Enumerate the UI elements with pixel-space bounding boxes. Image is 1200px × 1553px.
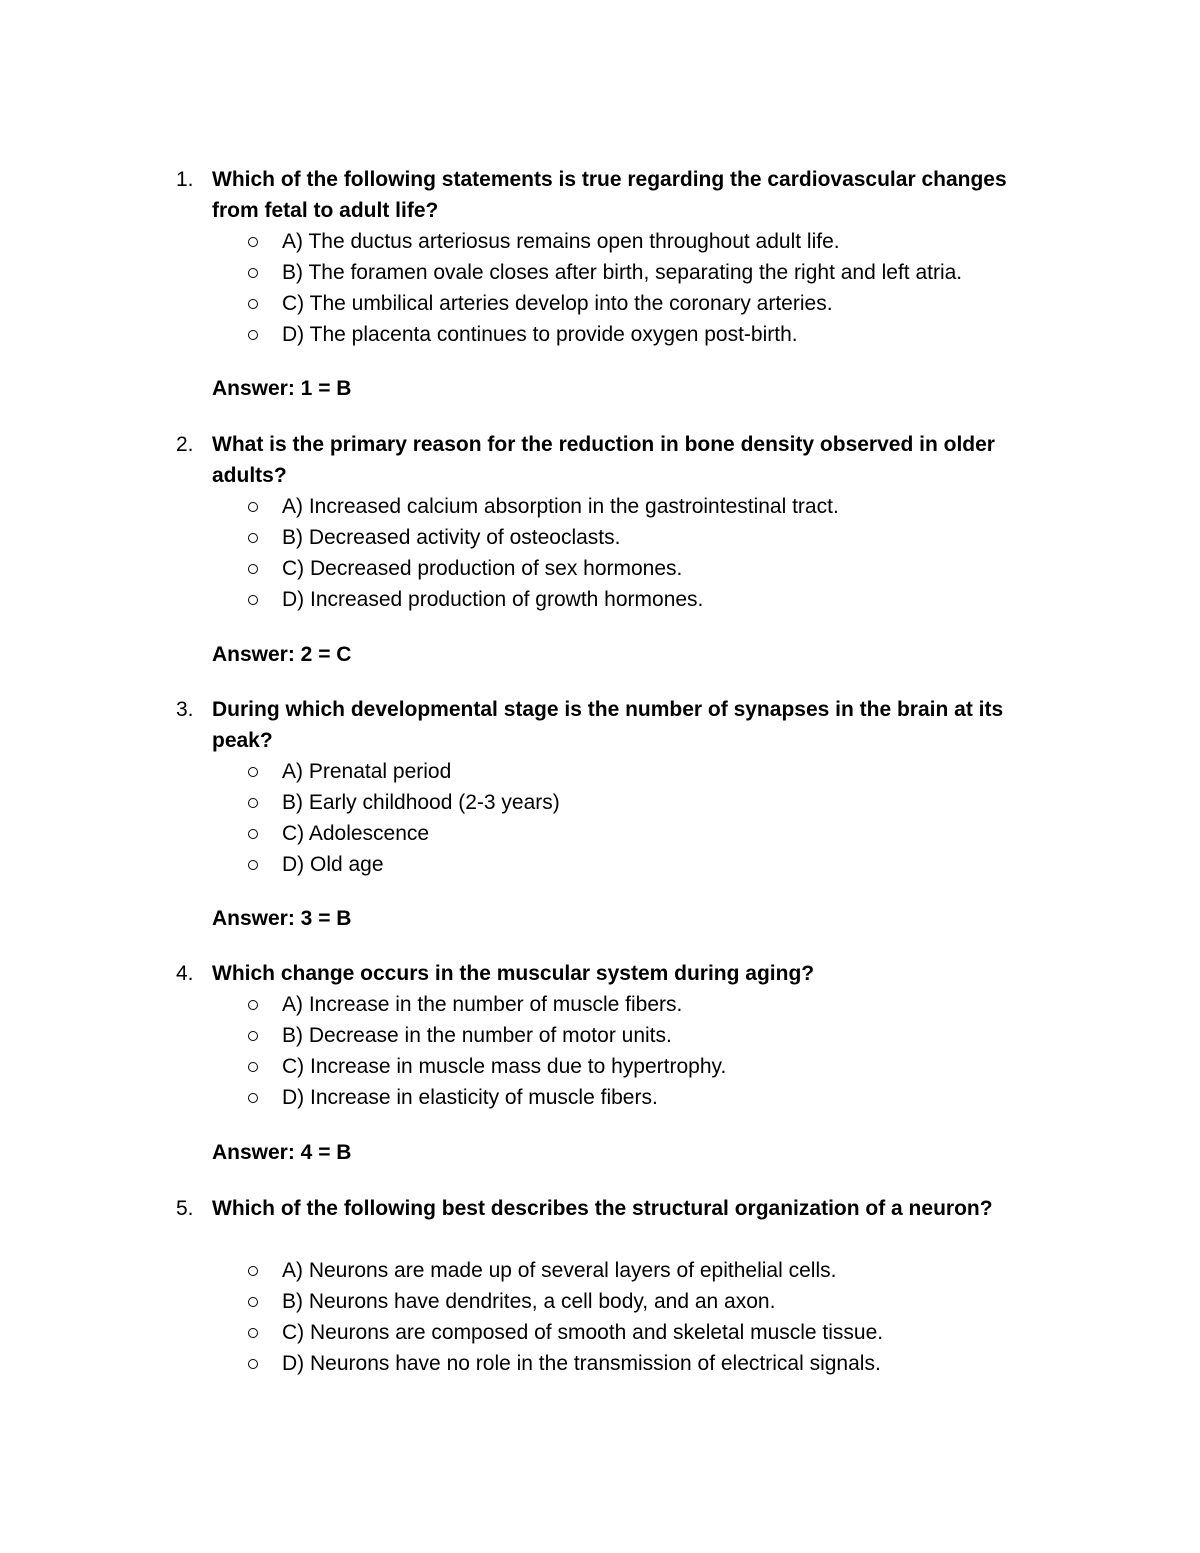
option-text: A) Increase in the number of muscle fibers. bbox=[282, 993, 683, 1016]
hollow-circle-bullet-icon bbox=[248, 798, 258, 808]
option-item bbox=[248, 288, 1148, 319]
hollow-circle-bullet-icon bbox=[248, 1031, 258, 1041]
option-item bbox=[248, 787, 1148, 818]
option-text: A) Increased calcium absorption in the gastrointestinal tract. bbox=[282, 495, 839, 518]
option-item bbox=[248, 491, 1148, 522]
option-text: D) Old age bbox=[282, 853, 384, 876]
question-text: What is the primary reason for the reduction in bone density observed in older adults? bbox=[212, 433, 995, 487]
hollow-circle-bullet-icon bbox=[248, 829, 258, 839]
hollow-circle-bullet-icon bbox=[248, 268, 258, 278]
question-text: Which of the following statements is true regarding the cardiovascular changes from fetal to adult life? bbox=[212, 168, 1007, 222]
hollow-circle-bullet-icon bbox=[248, 1359, 258, 1369]
option-item bbox=[248, 522, 1148, 553]
hollow-circle-bullet-icon bbox=[248, 1328, 258, 1338]
option-item bbox=[248, 818, 1148, 849]
option-item bbox=[248, 257, 1148, 288]
option-text: A) Neurons are made up of several layers of epithelial cells. bbox=[282, 1259, 837, 1282]
question-number: 4. bbox=[176, 962, 194, 985]
option-item bbox=[248, 1286, 1148, 1317]
hollow-circle-bullet-icon bbox=[248, 564, 258, 574]
option-item bbox=[248, 1051, 1148, 1082]
option-text: B) Decreased activity of osteoclasts. bbox=[282, 526, 621, 549]
hollow-circle-bullet-icon bbox=[248, 595, 258, 605]
question-number: 1. bbox=[176, 168, 194, 191]
hollow-circle-bullet-icon bbox=[248, 502, 258, 512]
option-item bbox=[248, 849, 1148, 880]
option-text: D) Increased production of growth hormones. bbox=[282, 588, 704, 611]
option-item bbox=[248, 1317, 1148, 1348]
option-text: C) Increase in muscle mass due to hypertrophy. bbox=[282, 1055, 727, 1078]
hollow-circle-bullet-icon bbox=[248, 1297, 258, 1307]
answer-line: Answer: 1 = B bbox=[212, 377, 352, 400]
hollow-circle-bullet-icon bbox=[248, 533, 258, 543]
option-text: B) Decrease in the number of motor units. bbox=[282, 1024, 672, 1047]
hollow-circle-bullet-icon bbox=[248, 767, 258, 777]
option-text: D) Increase in elasticity of muscle fibers. bbox=[282, 1086, 658, 1109]
option-text: C) Decreased production of sex hormones. bbox=[282, 557, 683, 580]
option-item bbox=[248, 553, 1148, 584]
option-text: C) Neurons are composed of smooth and skeletal muscle tissue. bbox=[282, 1321, 884, 1344]
option-item bbox=[248, 584, 1148, 615]
answer-line: Answer: 2 = C bbox=[212, 643, 352, 666]
answer-line: Answer: 4 = B bbox=[212, 1141, 352, 1164]
hollow-circle-bullet-icon bbox=[248, 299, 258, 309]
hollow-circle-bullet-icon bbox=[248, 1093, 258, 1103]
hollow-circle-bullet-icon bbox=[248, 330, 258, 340]
option-text: B) Neurons have dendrites, a cell body, and an axon. bbox=[282, 1290, 776, 1313]
option-item bbox=[248, 1020, 1148, 1051]
hollow-circle-bullet-icon bbox=[248, 1000, 258, 1010]
question-number: 3. bbox=[176, 698, 194, 721]
hollow-circle-bullet-icon bbox=[248, 1266, 258, 1276]
option-item bbox=[248, 1255, 1148, 1286]
question-number: 5. bbox=[176, 1197, 194, 1220]
option-item bbox=[248, 756, 1148, 787]
option-text: B) Early childhood (2-3 years) bbox=[282, 791, 560, 814]
hollow-circle-bullet-icon bbox=[248, 237, 258, 247]
option-text: B) The foramen ovale closes after birth, separating the right and left atria. bbox=[282, 261, 963, 284]
option-item bbox=[248, 226, 1148, 257]
option-item bbox=[248, 989, 1148, 1020]
question-number: 2. bbox=[176, 433, 194, 456]
option-text: A) Prenatal period bbox=[282, 760, 452, 783]
option-item bbox=[248, 1082, 1148, 1113]
option-text: D) Neurons have no role in the transmission of electrical signals. bbox=[282, 1352, 881, 1375]
hollow-circle-bullet-icon bbox=[248, 860, 258, 870]
question-text: Which change occurs in the muscular system during aging? bbox=[212, 962, 815, 985]
option-text: C) The umbilical arteries develop into the coronary arteries. bbox=[282, 292, 833, 315]
option-item bbox=[248, 319, 1148, 350]
option-item bbox=[248, 1348, 1148, 1379]
option-text: A) The ductus arteriosus remains open throughout adult life. bbox=[282, 230, 840, 253]
question-text: During which developmental stage is the number of synapses in the brain at its peak? bbox=[212, 698, 1004, 752]
option-text: C) Adolescence bbox=[282, 822, 430, 845]
answer-line: Answer: 3 = B bbox=[212, 907, 352, 930]
option-text: D) The placenta continues to provide oxygen post-birth. bbox=[282, 323, 798, 346]
question-text: Which of the following best describes the structural organization of a neuron? bbox=[212, 1197, 993, 1220]
hollow-circle-bullet-icon bbox=[248, 1062, 258, 1072]
